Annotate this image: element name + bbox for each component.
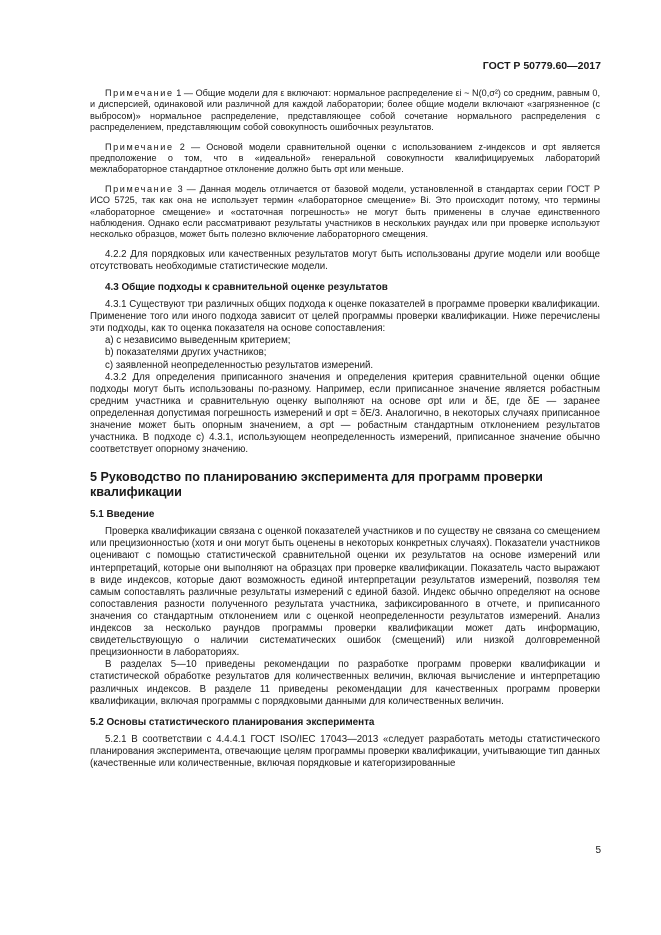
note-text: 3 — Данная модель отличается от базовой модели, установленной в стандартах серии ГОСТ Р ИСО 5725, так как она не использует термин «лабораторное смещение» Bi. Это происходит потому, что термины «лабораторное смещение» и «остаточная погрешность» не могут быть применены в случае единственного наблюдения. Однако если рассматривают результаты участников в нескольких раундах или при проверке используют несколько образцов, может быть полезно включение лабораторного смещения. xyxy=(90,183,600,240)
heading-4-3: 4.3 Общие подходы к сравнительной оценке результатов xyxy=(105,282,388,294)
note-label: Примечание xyxy=(105,183,174,194)
paragraph-4-3-2: 4.3.2 Для определения приписанного значения и определения критерия сравнительной оценки общие подходы могут быть использованы по-разному. Например, если приписанное значение является робастным средним участника и сравнительную оценку выполняют на основе σpt или и δE, где δE — заранее определенная допустимая погрешность измерений и σpt = δE/3. Аналогично, в некоторых случаях приписанное значение может быть опорным значением, а σpt — робастным стандартным отклонением результатов участника. В подходе c) 4.3.1, использующем неопределенность измерений, приписанное значение обычно соответствует опорному значению. xyxy=(90,371,600,456)
note-2 xyxy=(90,142,600,176)
note-text: 2 — Основой модели сравнительной оценки с использованием z-индексов и σpt является предположение о том, что в «идеальной» генеральной совокупности квалифицируемых лабораторий межлабораторное стандартное отклонение должно быть σpt или меньше. xyxy=(90,141,600,175)
heading-5-2: 5.2 Основы статистического планирования эксперимента xyxy=(90,716,375,728)
note-text: 1 — Общие модели для ε включают: нормальное распределение εi ~ N(0,σ²) со средним, равным 0, и дисперсией, одинаковой или различной для каждой лаборатории; более общие модели включают «загрязненное (с выбросом)» нормальное распределение, представляющее собой сочетание нормального распределения с распределением, представляющим собой совокупность ошибочных результатов. xyxy=(90,88,600,133)
list-item: b) показателями других участников; xyxy=(105,347,267,359)
heading-section-5: 5 Руководство по планированию эксперимента для программ проверки квалификации xyxy=(90,470,543,500)
list-item: a) с независимо выведенным критерием; xyxy=(105,335,291,347)
document-header: ГОСТ Р 50779.60—2017 xyxy=(482,60,601,72)
heading-5-1: 5.1 Введение xyxy=(90,509,155,521)
paragraph-4-2-2: 4.2.2 Для порядковых или качественных результатов могут быть использованы другие модели или вообще отсутствовать необходимые статистические модели. xyxy=(90,248,600,272)
document-body xyxy=(90,88,600,770)
paragraph-5-1-b: В разделах 5—10 приведены рекомендации по разработке программ проверки квалификации и статистической обработке результатов для количественных величин, включая вычисление и интерпретацию различных индексов. В разделе 11 приведены рекомендации для качественных программ проверки квалификации, включая программы с порядковыми данными для количественных величин. xyxy=(90,659,600,707)
paragraph-5-2-1: 5.2.1 В соответствии с 4.4.4.1 ГОСТ ISO/IEC 17043—2013 «следует разработать методы статистического планирования эксперимента, отвечающие целям программы проверки квалификации, учитывающие тип данных (качественные или количественные, включая порядковые и категоризированные xyxy=(90,733,601,769)
note-1 xyxy=(90,88,600,134)
page-number: 5 xyxy=(595,845,601,856)
note-3 xyxy=(90,184,600,241)
paragraph-4-3-1: 4.3.1 Существуют три различных общих подхода к оценке показателей в программе проверки квалификации. Применение того или иного подхода зависит от целей программы проверки квалификации. Ниже перечислены эти подходы, как то оценка показателя на основе сопоставления: xyxy=(90,299,600,335)
note-label: Примечание xyxy=(105,141,174,152)
paragraph-5-1-a: Проверка квалификации связана с оценкой показателей участников и по существу не связана со смещением или прецизионностью (хотя и они могут быть оценены в некоторых конкретных случаях). Показатели участников оценивают с помощью статистической сравнительной оценки их результатов на основе измерений или интерпретаций, которые они выполняют на образцах при проверке квалификации. Показатель часто выражают в виде индексов, которые дают возможность единой интерпретации результатов измерений, позволяя тем самым сопоставлять различные результаты измерений с единой базой. Индекс обычно определяют на основе сопоставления разности полученного результата участника, зафиксированного в отчете, и приписанного значения со стандартным отклонением или с оценкой неопределенности результатов измерений. Анализ индексов за несколько раундов программы проверки квалификации может дать информацию, свидетельствующую о наличии систематических ошибок (смещений) или низкой долговременной прецизионности в лабораториях. xyxy=(90,526,600,659)
list-item: c) заявленной неопределенностью результатов измерений. xyxy=(105,359,374,371)
note-label: Примечание xyxy=(105,88,174,98)
